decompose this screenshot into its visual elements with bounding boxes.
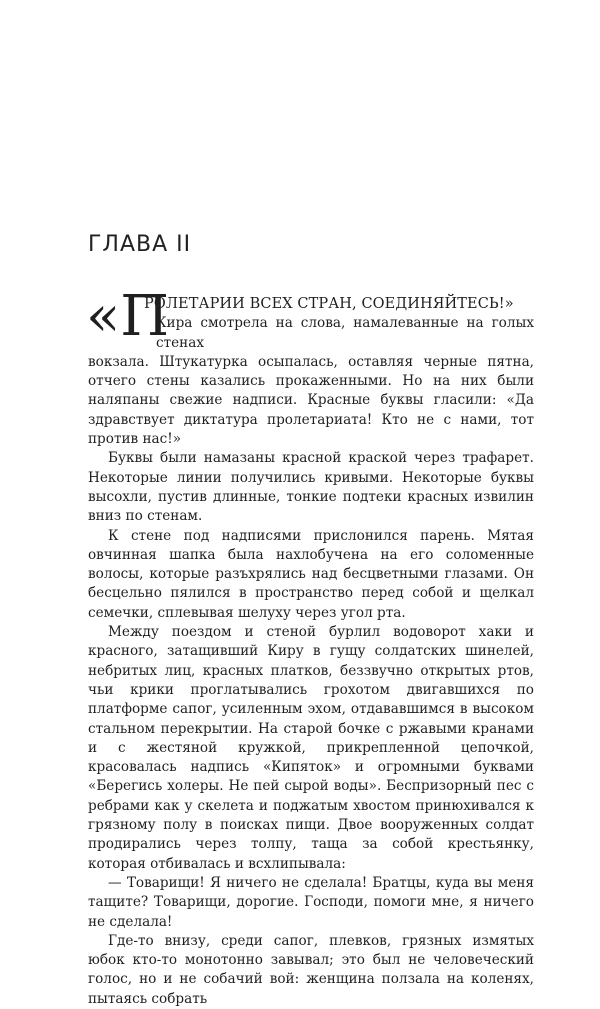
paragraph: Где-то внизу, среди сапог, плевков, грязных измятых юбок кто-то монотонно завывал; это был не человеческий голос, но и не собачий вой: женщина ползала на коленях, пытаясь собрать (88, 932, 534, 1007)
opening-rest: вокзала. Штукатурка осыпалась, оставляя черные пятна, отчего стены казались прокаженными. Но на них были наляпаны свежие надписи. Красные буквы гласили: «Да здравствует диктатура пролетариата! Кто не с нами, тот против нас!» (88, 353, 534, 448)
chapter-title: ГЛАВА II (88, 232, 192, 257)
paragraph: Между поездом и стеной бурлил водоворот хаки и красного, затащивший Киру в гущу солдатских шинелей, небритых лиц, красных платков, беззвучно открытых ртов, чьи крики проглатывались грохотом двигавшихся по платформе сапог, усиленным эхом, отдававшимся в высоком стальном перекрытии. На старой бочке с ржавыми кранами и с жестяной кружкой, прикрепленной цепочкой, красовалась надпись «Кипяток» и огромными буквами «Берегись холеры. Не пей сырой воды». Беспризорный пес с ребрами как у скелета и поджатым хвостом принюхивался к грязному полу в поисках пищи. Двое вооруженных солдат продирались через толпу, таща за собой крестьянку, которая отбивалась и всхлипывала: (88, 624, 534, 872)
opening-second-line: Кира смотрела на слова, намалеванные на голых стенах (156, 315, 534, 351)
opening-heading-line: РОЛЕТАРИИ ВСЕХ СТРАН, СОЕДИНЯЙТЕСЬ!» (144, 296, 514, 312)
paragraph: — Товарищи! Я ничего не сделала! Братцы, куда вы меня тащите? Товарищи, дорогие. Господи, помоги мне, я ничего не сделала! (88, 874, 534, 930)
opening-paragraph (86, 284, 534, 449)
body-text (86, 284, 534, 1009)
paragraph: Буквы были намазаны красной краской через трафарет. Некоторые линии получились кривыми. Некоторые буквы высохли, пустив длинные, тонкие подтеки красных извилин вниз по стенам. (88, 450, 534, 525)
paragraph: К стене под надписями прислонился парень. Мятая овчинная шапка была нахлобучена на его соломенные волосы, которые разъхрялись над бесцветными глазами. Он бесцельно пялился в пространство перед собой и щелкал семечки, сплевывая шелуху через угол рта. (88, 527, 534, 621)
drop-cap: «П (86, 284, 170, 349)
